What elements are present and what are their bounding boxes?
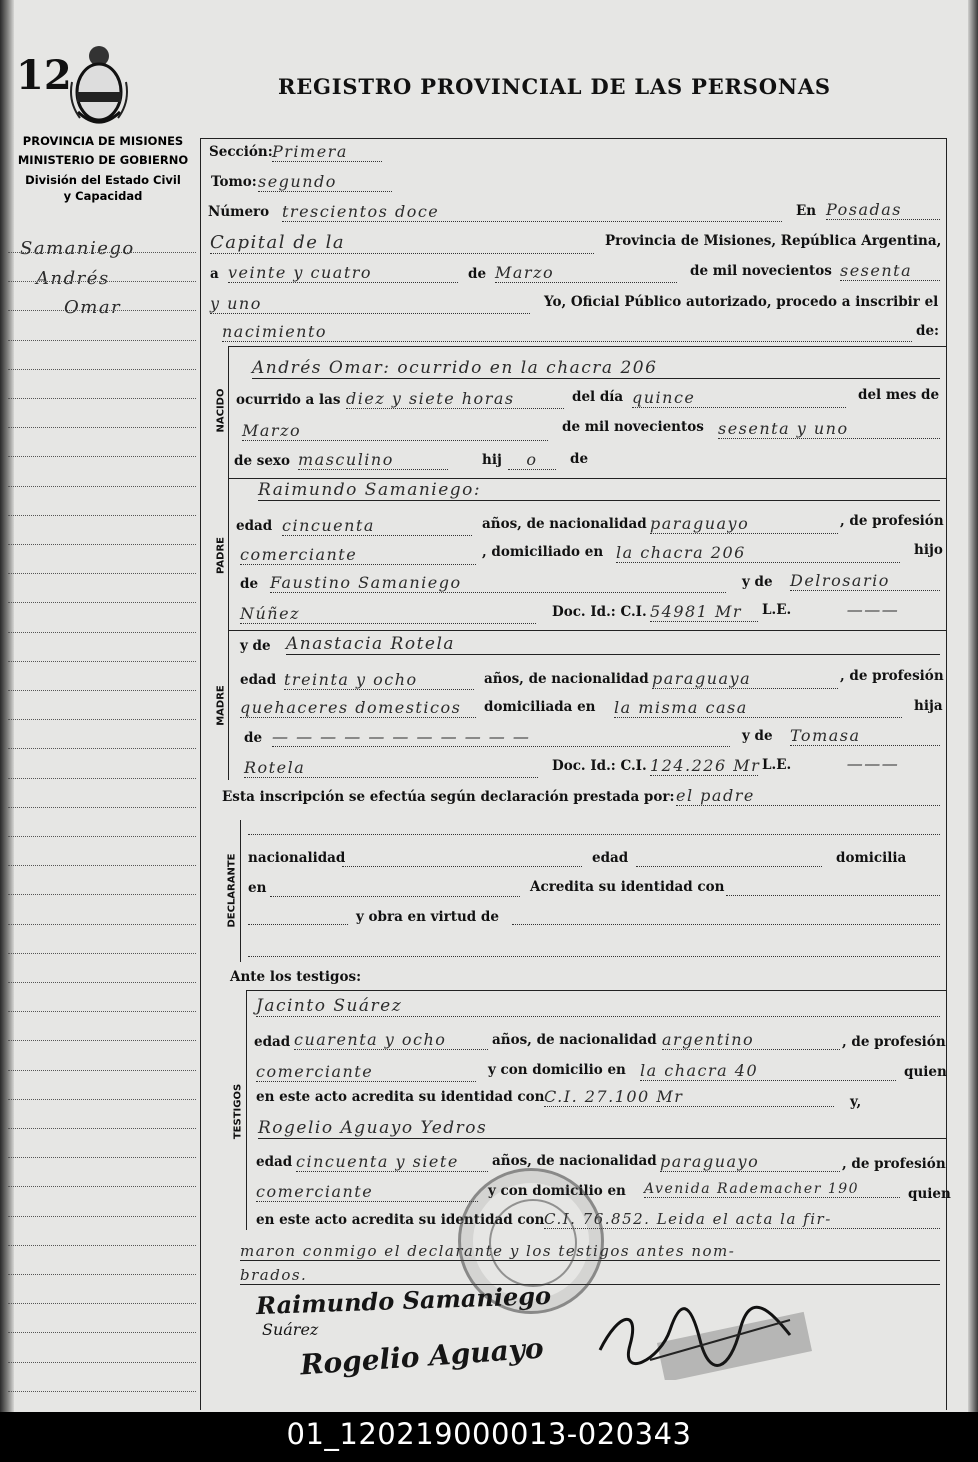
coat-of-arms-icon <box>68 42 130 128</box>
yo-label: Yo, Oficial Público autorizado, procedo a inscribir el <box>544 294 939 310</box>
margin-ruled-line <box>8 1274 196 1275</box>
padre-le-label: L.E. <box>762 602 792 618</box>
padre-nac-value: paraguayo <box>650 514 838 534</box>
hijo-label: hijo <box>914 542 943 558</box>
tomo-value: segundo <box>258 172 392 192</box>
padre-ci-value: 54981 Mr <box>650 602 758 622</box>
de-mil-label: de mil novecientos <box>690 263 832 279</box>
signature-witness-2: Rogelio Aguayo <box>299 1331 545 1382</box>
t2-domicilio-label: y con domicilio en <box>488 1183 626 1199</box>
margin-surname: Samaniego <box>20 238 135 259</box>
madre-padre-value: — — — — — — — — — — — <box>272 727 730 747</box>
padre-anos-label: años, de nacionalidad <box>482 516 647 532</box>
t1-profesion-label: , de profesión <box>842 1034 946 1050</box>
testigos-label: Ante los testigos: <box>230 969 362 985</box>
tomo-label: Tomo: <box>211 174 257 190</box>
margin-ruled-line <box>8 778 196 779</box>
margin-ruled-line <box>8 1245 196 1246</box>
officer-signature-icon <box>590 1290 820 1380</box>
margin-ruled-line <box>8 281 196 282</box>
t1-nac-value: argentino <box>662 1030 840 1050</box>
page-number: 12 <box>16 52 72 99</box>
margin-ruled-line <box>8 398 196 399</box>
madre-nombre: Anastacia Rotela <box>286 634 940 655</box>
abuela-value: Delrosario <box>790 571 940 591</box>
office-line-4: y Capacidad <box>63 189 143 203</box>
t2-acredita-label: en este acto acredita su identidad con <box>256 1212 545 1228</box>
section-nacido-label: NACIDO <box>215 388 227 433</box>
a-label: a <box>210 266 219 282</box>
madre-y-de2-label: y de <box>742 728 773 744</box>
padre-nombre: Raimundo Samaniego: <box>258 480 940 501</box>
margin-ruled-line <box>8 1332 196 1333</box>
t2-quien-label: quien <box>908 1186 951 1202</box>
frame-right-border <box>946 138 947 1410</box>
margin-ruled-line <box>8 1070 196 1071</box>
frame-left-border <box>200 138 201 1410</box>
de-mil2-label: de mil novecientos <box>562 419 704 435</box>
madre-madre-value: Tomasa <box>790 726 940 746</box>
del-mes-label: del mes de <box>858 387 940 403</box>
margin-ruled-line <box>8 427 196 428</box>
t2-ci-value: C.I. 76.852. Leida el acta la fir- <box>544 1210 940 1229</box>
de-colon-label: de: <box>916 323 940 339</box>
obra-label: y obra en virtud de <box>356 909 499 925</box>
margin-ruled-line <box>8 1216 196 1217</box>
padre-edad-label: edad <box>236 518 273 534</box>
t1-acredita-label: en este acto acredita su identidad con <box>256 1089 545 1105</box>
acredita-label: Acredita su identidad con <box>530 879 725 895</box>
margin-ruled-line <box>8 1040 196 1041</box>
t1-edad-label: edad <box>254 1034 291 1050</box>
margin-ruled-line <box>8 632 196 633</box>
padre-edad-value: cincuenta <box>282 516 472 536</box>
margin-ruled-line <box>8 486 196 487</box>
t1-domicilio-label: y con domicilio en <box>488 1062 626 1078</box>
madre-nac-value: paraguaya <box>652 669 838 689</box>
margin-ruled-line <box>8 719 196 720</box>
en-label: En <box>796 203 817 219</box>
madre-le-label: L.E. <box>762 757 792 773</box>
section-declarante-label: DECLARANTE <box>226 853 238 928</box>
section-padre-label: PADRE <box>215 537 227 574</box>
anio-value: sesenta <box>840 261 940 281</box>
madre-profesion-label: , de profesión <box>840 668 944 684</box>
closing-line-1: maron conmigo el declarante y los testigos antes nom- <box>240 1242 940 1261</box>
lugar2-value: Capital de la <box>210 232 594 254</box>
margin-ruled-line <box>8 1362 196 1363</box>
padre-doc-label: Doc. Id.: C.I. <box>552 604 647 620</box>
padre-profesion-label: , de profesión <box>840 513 944 529</box>
ocurrido-label: ocurrido a las <box>236 392 341 408</box>
margin-ruled-line <box>8 953 196 954</box>
t1-edad-value: cuarenta y ocho <box>294 1030 488 1050</box>
t2-anos-label: años, de nacionalidad <box>492 1153 657 1169</box>
abuelo-value: Faustino Samaniego <box>270 573 726 593</box>
t1-y-label: y, <box>850 1094 862 1110</box>
margin-ruled-line <box>8 1011 196 1012</box>
margin-ruled-line <box>8 252 196 253</box>
testigo2-nombre: Rogelio Aguayo Yedros <box>258 1118 946 1139</box>
office-line-2: MINISTERIO DE GOBIERNO <box>17 153 189 167</box>
margin-ruled-line <box>8 602 196 603</box>
madre-edad-value: treinta y ocho <box>284 670 474 690</box>
sexo-label: de sexo <box>234 453 290 469</box>
declarante-edad-label: edad <box>592 850 629 866</box>
signature-witness-1: Suárez <box>262 1320 319 1339</box>
numero-label: Número <box>208 204 270 220</box>
hij-label: hij <box>482 452 502 468</box>
domiciliado-label: , domiciliado en <box>482 544 604 560</box>
madre-doc-label: Doc. Id.: C.I. <box>552 758 647 774</box>
madre-madre2-value: Rotela <box>244 758 538 778</box>
margin-ruled-line <box>8 894 196 895</box>
t2-edad-value: cincuenta y siete <box>296 1152 488 1172</box>
margin-ruled-line <box>8 310 196 311</box>
sexo-value: masculino <box>298 450 448 470</box>
domiciliada-label: domiciliada en <box>484 699 596 715</box>
anio-nac-value: sesenta y uno <box>718 419 940 439</box>
testigo1-nombre: Jacinto Suárez <box>256 996 940 1017</box>
padre-prof-value: comerciante <box>240 545 476 565</box>
margin-ruled-line <box>8 1099 196 1100</box>
margin-ruled-line <box>8 690 196 691</box>
margin-ruled-line <box>8 369 196 370</box>
closing-line-2: brados. <box>240 1266 940 1285</box>
madre-le-value: ——— <box>846 754 900 773</box>
numero-value: trescientos doce <box>282 202 782 222</box>
provincia-label: Provincia de Misiones, República Argentina, <box>605 233 942 249</box>
frame-top-border <box>200 138 946 139</box>
domicilia-label: domicilia <box>836 850 907 866</box>
section-testigos-label: TESTIGOS <box>232 1083 244 1140</box>
seccion-value: Primera <box>272 142 382 162</box>
padre-de-label: de <box>240 576 259 592</box>
seccion-label: Sección: <box>209 144 273 160</box>
mes-nac-value: Marzo <box>242 421 548 441</box>
hora-value: diez y siete horas <box>346 389 564 409</box>
office-line-1: PROVINCIA DE MISIONES <box>22 134 184 148</box>
t1-quien-label: quien <box>904 1064 947 1080</box>
margin-ruled-line <box>8 748 196 749</box>
margin-ruled-line <box>8 924 196 925</box>
acto-value: nacimiento <box>222 322 912 342</box>
de-label: de <box>468 266 487 282</box>
abuela2-value: Núñez <box>240 604 536 624</box>
del-dia-label: del día <box>572 389 624 405</box>
madre-y-de-label: y de <box>240 638 271 654</box>
madre-dom-value: la misma casa <box>614 698 902 718</box>
margin-ruled-line <box>8 573 196 574</box>
margin-ruled-line <box>8 807 196 808</box>
margin-ruled-line <box>8 1391 196 1392</box>
padre-y-de-label: y de <box>742 574 773 590</box>
margin-ruled-line <box>8 1303 196 1304</box>
margin-ruled-line <box>8 340 196 341</box>
declarante-en-label: en <box>248 880 267 896</box>
madre-edad-label: edad <box>240 672 277 688</box>
margin-ruled-line <box>8 1128 196 1129</box>
margin-ruled-line <box>8 1157 196 1158</box>
margin-ruled-line <box>8 836 196 837</box>
de3-label: de <box>570 451 589 467</box>
t2-dom-value: Avenida Rademacher 190 <box>644 1181 900 1198</box>
margin-first-name: Andrés <box>36 268 110 289</box>
dia-nac-value: quince <box>632 388 846 408</box>
mes-value: Marzo <box>495 263 677 283</box>
madre-de-label: de <box>244 730 263 746</box>
t2-nac-value: paraguayo <box>660 1152 840 1172</box>
padre-le-value: ——— <box>846 600 900 619</box>
madre-prof-value: quehaceres domesticos <box>240 698 476 718</box>
nacido-nombre: Andrés Omar: ocurrido en la chacra 206 <box>252 358 940 379</box>
signature-father: Raimundo Samaniego <box>255 1280 552 1321</box>
section-madre-label: MADRE <box>215 685 227 726</box>
image-id-footer: 01_120219000013-020343 <box>286 1417 692 1451</box>
margin-ruled-line <box>8 544 196 545</box>
margin-ruled-line <box>8 1186 196 1187</box>
dia-value: veinte y cuatro <box>228 263 458 283</box>
madre-ci-value: 124.226 Mr <box>650 756 761 775</box>
hij-suffix-value: o <box>508 450 556 470</box>
margin-ruled-line <box>8 456 196 457</box>
margin-ruled-line <box>8 661 196 662</box>
margin-ruled-line <box>8 515 196 516</box>
lugar-value: Posadas <box>826 200 940 220</box>
t1-anos-label: años, de nacionalidad <box>492 1032 657 1048</box>
t2-edad-label: edad <box>256 1154 293 1170</box>
registry-title: REGISTRO PROVINCIAL DE LAS PERSONAS <box>278 74 831 99</box>
padre-dom-value: la chacra 206 <box>616 543 900 563</box>
declaracion-label: Esta inscripción se efectúa según declaración prestada por: <box>222 789 675 805</box>
nacionalidad-label: nacionalidad <box>248 850 346 866</box>
madre-anos-label: años, de nacionalidad <box>484 671 649 687</box>
hija-label: hija <box>914 698 943 714</box>
anio2-value: y uno <box>210 294 530 314</box>
t1-dom-value: la chacra 40 <box>640 1061 896 1081</box>
t2-prof-value: comerciante <box>256 1182 478 1202</box>
margin-middle-name: Omar <box>64 297 122 318</box>
margin-ruled-line <box>8 982 196 983</box>
margin-ruled-line <box>8 865 196 866</box>
t1-ci-value: C.I. 27.100 Mr <box>544 1087 834 1107</box>
t1-prof-value: comerciante <box>256 1062 476 1082</box>
declarante-value: el padre <box>676 786 940 806</box>
office-line-3: División del Estado Civil <box>25 173 181 187</box>
t2-profesion-label: , de profesión <box>842 1156 946 1172</box>
